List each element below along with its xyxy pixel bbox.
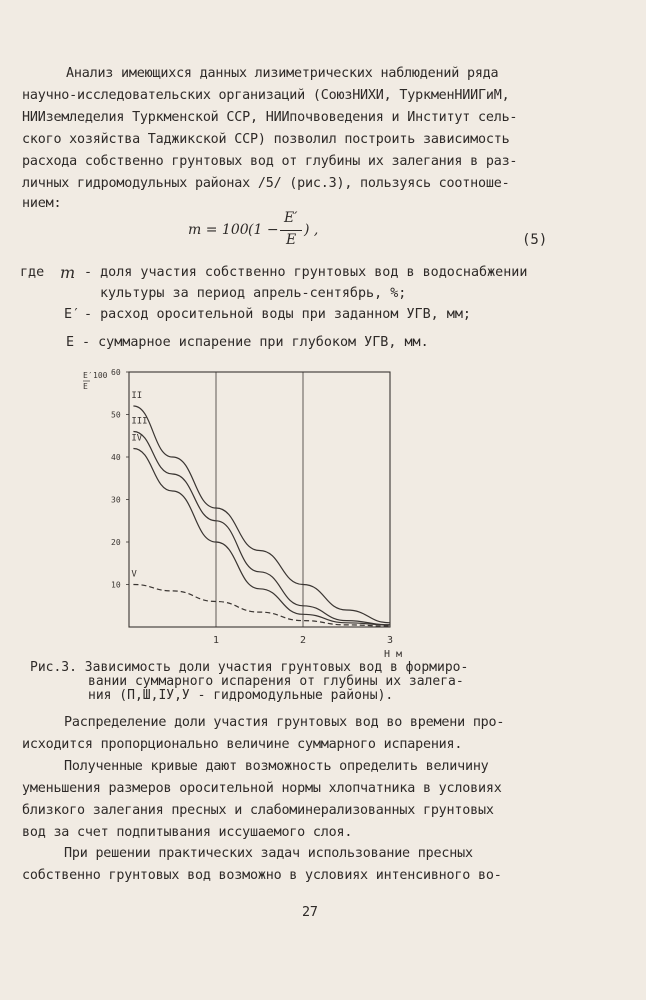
where-label: где <box>20 265 45 280</box>
figure-caption-line: вании суммарного испарения от глубины их залега- <box>88 674 464 689</box>
e1-symbol: E′ <box>64 307 81 322</box>
paragraph1-line: личных гидромодульных районах /5/ (рис.3), пользуясь соотноше- <box>22 176 510 191</box>
series-line <box>133 432 390 625</box>
paragraph1-line: нием: <box>22 196 62 211</box>
m-definition-line2: культуры за период апрель-сентябрь, %; <box>100 286 407 301</box>
paragraph2-line: исходится пропорционально величине суммарного испарения. <box>22 737 463 752</box>
equation-number: (5) <box>522 232 548 248</box>
y-axis-label-numerator: E′ <box>83 371 93 380</box>
paragraph2-line: Распределение доли участия грунтовых вод во времени про- <box>64 715 505 730</box>
series-label: III <box>131 416 148 427</box>
paragraph3-line: Полученные кривые дают возможность определить величину <box>64 759 489 774</box>
formula-numerator: E′ <box>284 210 298 226</box>
e1-definition: - расход оросительной воды при заданном УГВ, мм; <box>84 307 471 322</box>
series-line <box>133 449 390 625</box>
paragraph1-line: Анализ имеющихся данных лизиметрических наблюдений ряда <box>66 66 499 81</box>
x-tick-label: 3 <box>387 635 394 646</box>
page-number: 27 <box>302 905 318 920</box>
formula-lhs: m = 100 <box>188 222 249 238</box>
y-tick-label: 30 <box>111 495 121 505</box>
paragraph4-line: собственно грунтовых вод возможно в условиях интенсивного во- <box>22 868 502 883</box>
x-tick-label: 1 <box>213 635 220 646</box>
y-tick-label: 40 <box>111 453 121 462</box>
paragraph3-line: уменьшения размеров оросительной нормы хлопчатника в условиях <box>22 781 502 796</box>
paragraph1-line: расхода собственно грунтовых вод от глубины их залегания в раз- <box>22 154 518 169</box>
series-label: V <box>131 569 137 580</box>
y-tick-label: 20 <box>111 538 121 547</box>
series-line <box>133 585 390 627</box>
fraction-bar <box>280 230 302 231</box>
figure-caption-line: ния (П,Ш,IУ,У - гидромодульные районы). <box>88 688 394 703</box>
x-axis-label: Н м <box>384 649 403 660</box>
e-symbol: E <box>66 335 75 350</box>
y-tick-label: 10 <box>111 580 121 590</box>
paragraph1-line: ского хозяйства Таджикской ССР) позволил построить зависимость <box>22 132 510 147</box>
series-label: II <box>131 391 143 401</box>
paragraph3-line: близкого залегания пресных и слабоминерализованных грунтовых <box>22 803 494 818</box>
paragraph1-line: НИИземледелия Туркменской ССР, НИИпочвоведения и Институт сель- <box>22 110 518 125</box>
paragraph3-line: вод за счет подпитывания иссушаемого слоя. <box>22 825 353 840</box>
series-line <box>133 406 390 623</box>
e-definition: - суммарное испарение при глубоком УГВ, мм. <box>82 335 429 350</box>
y-tick-label: 60 <box>111 368 121 377</box>
paragraph1-line: научно-исследовательских организаций (СоюзНИХИ, ТуркменНИИГиМ, <box>22 88 510 103</box>
m-symbol: m <box>60 263 76 282</box>
y-tick-label: 50 <box>111 410 121 420</box>
formula-denominator: E <box>286 232 297 248</box>
paragraph4-line: При решении практических задач использование пресных <box>64 846 473 861</box>
chart <box>85 362 415 662</box>
figure-caption-line: Рис.3. Зависимость доли участия грунтовых вод в формиро- <box>30 660 469 675</box>
y-top-label: 100 <box>93 371 108 380</box>
formula-paren-close: ) , <box>304 222 319 238</box>
series-label: IV <box>131 433 143 444</box>
x-tick-label: 2 <box>300 635 307 646</box>
y-axis-label-denominator: E <box>83 382 88 391</box>
m-definition-line1: - доля участия собственно грунтовых вод в водоснабжении <box>84 265 528 280</box>
formula <box>188 208 348 258</box>
formula-paren-open: (1 − <box>248 222 279 238</box>
